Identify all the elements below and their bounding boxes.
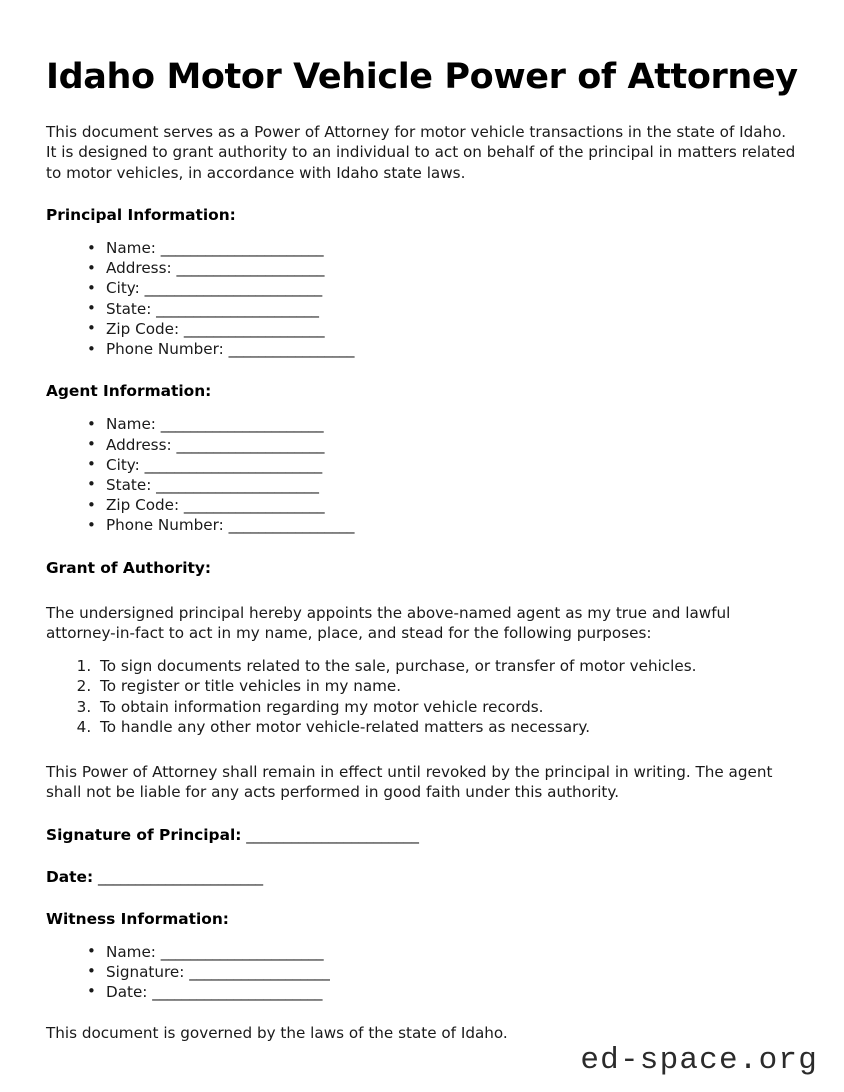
list-item: 1. To sign documents related to the sale, purchase, or transfer of motor vehicles. [96,656,798,676]
field-blank-line[interactable]: ____________________ [176,435,325,454]
revocation-paragraph: This Power of Attorney shall remain in effect until revoked by the principal in writing. The agent shall not be liable for any acts performed in good faith under this authority. [46,762,773,802]
list-item [87,278,798,298]
page-title: Idaho Motor Vehicle Power of Attorney [46,57,798,97]
field-blank-line[interactable]: ______________________ [156,475,319,494]
section-heading-principal-information: Principal Information: [46,206,236,225]
field-blank-line[interactable]: ___________________ [183,496,325,515]
field-label: Name: [106,942,156,961]
field-label: Zip Code: [106,319,180,338]
field-blank-line[interactable]: ______________________ [160,415,324,434]
grant-of-authority-intro: The undersigned principal hereby appoints the above-named agent as my true and lawful attorney-in-fact to act in my name, place, and stead for the following purposes: [46,603,731,642]
field-label: Address: [106,435,172,454]
field-label: Phone Number: [106,340,224,359]
list-item: 3. To obtain information regarding my motor vehicle records. [96,697,798,717]
field-label: Phone Number: [106,516,224,535]
field-label: Signature: [106,962,185,981]
list-item [87,495,798,515]
field-label: State: [106,475,152,494]
section-heading-agent-information: Agent Information: [46,382,212,401]
field-blank-line[interactable]: ______________________ [156,299,319,318]
principal-information-field-list [46,238,798,359]
list-item [87,475,798,495]
list-item [87,258,798,278]
field-label: Zip Code: [106,496,180,515]
witness-information-field-list [46,942,798,1003]
field-label: City: [106,455,140,474]
list-item [87,982,798,1002]
field-blank-line[interactable]: _______________________ [152,982,323,1001]
list-item [87,515,798,535]
field-blank-line[interactable]: _________________ [228,340,355,359]
agent-information-field-list [46,414,798,535]
section-heading-witness-information: Witness Information: [46,909,229,928]
list-item [87,319,798,339]
section-heading-grant-of-authority: Grant of Authority: [46,558,212,577]
principal-date-label: Date: [46,867,94,886]
field-label: Date: [106,982,148,1001]
site-watermark: ed-space.org [580,1043,818,1078]
principal-signature-label: Signature of Principal: [46,825,242,844]
field-blank-line[interactable]: ______________________ [160,942,324,961]
list-item [87,942,798,962]
field-label: State: [106,299,152,318]
principal-signature-blank[interactable]: _______________________ [246,825,419,844]
field-label: Name: [106,415,156,434]
principal-signature-line [46,825,798,845]
governing-law-note: This document is governed by the laws of the state of Idaho. [46,1024,508,1043]
list-item [87,339,798,359]
field-label: City: [106,279,140,298]
field-label: Name: [106,239,156,258]
list-item: 2. To register or title vehicles in my name. [96,676,798,696]
list-item [87,962,798,982]
principal-date-line [46,867,798,887]
field-blank-line[interactable]: ________________________ [144,279,323,298]
field-label: Address: [106,259,172,278]
field-blank-line[interactable]: ___________________ [189,962,330,981]
list-item [87,299,798,319]
field-blank-line[interactable]: ______________________ [160,239,324,258]
list-item [87,435,798,455]
field-blank-line[interactable]: ____________________ [176,259,325,278]
list-item [87,414,798,434]
field-blank-line[interactable]: _________________ [228,516,355,535]
list-item [87,238,798,258]
field-blank-line[interactable]: ________________________ [144,455,323,474]
field-blank-line[interactable]: ___________________ [183,319,325,338]
intro-paragraph: This document serves as a Power of Attorney for motor vehicle transactions in the state of Idaho. It is designed to grant authority to an individual to act on behalf of the principal in matters related to motor vehicles, in accordance with Idaho state laws. [46,123,796,182]
list-item [87,455,798,475]
principal-date-blank[interactable]: ______________________ [98,867,263,886]
list-item: 4. To handle any other motor vehicle-related matters as necessary. [96,717,798,737]
grant-of-authority-list [46,656,798,737]
